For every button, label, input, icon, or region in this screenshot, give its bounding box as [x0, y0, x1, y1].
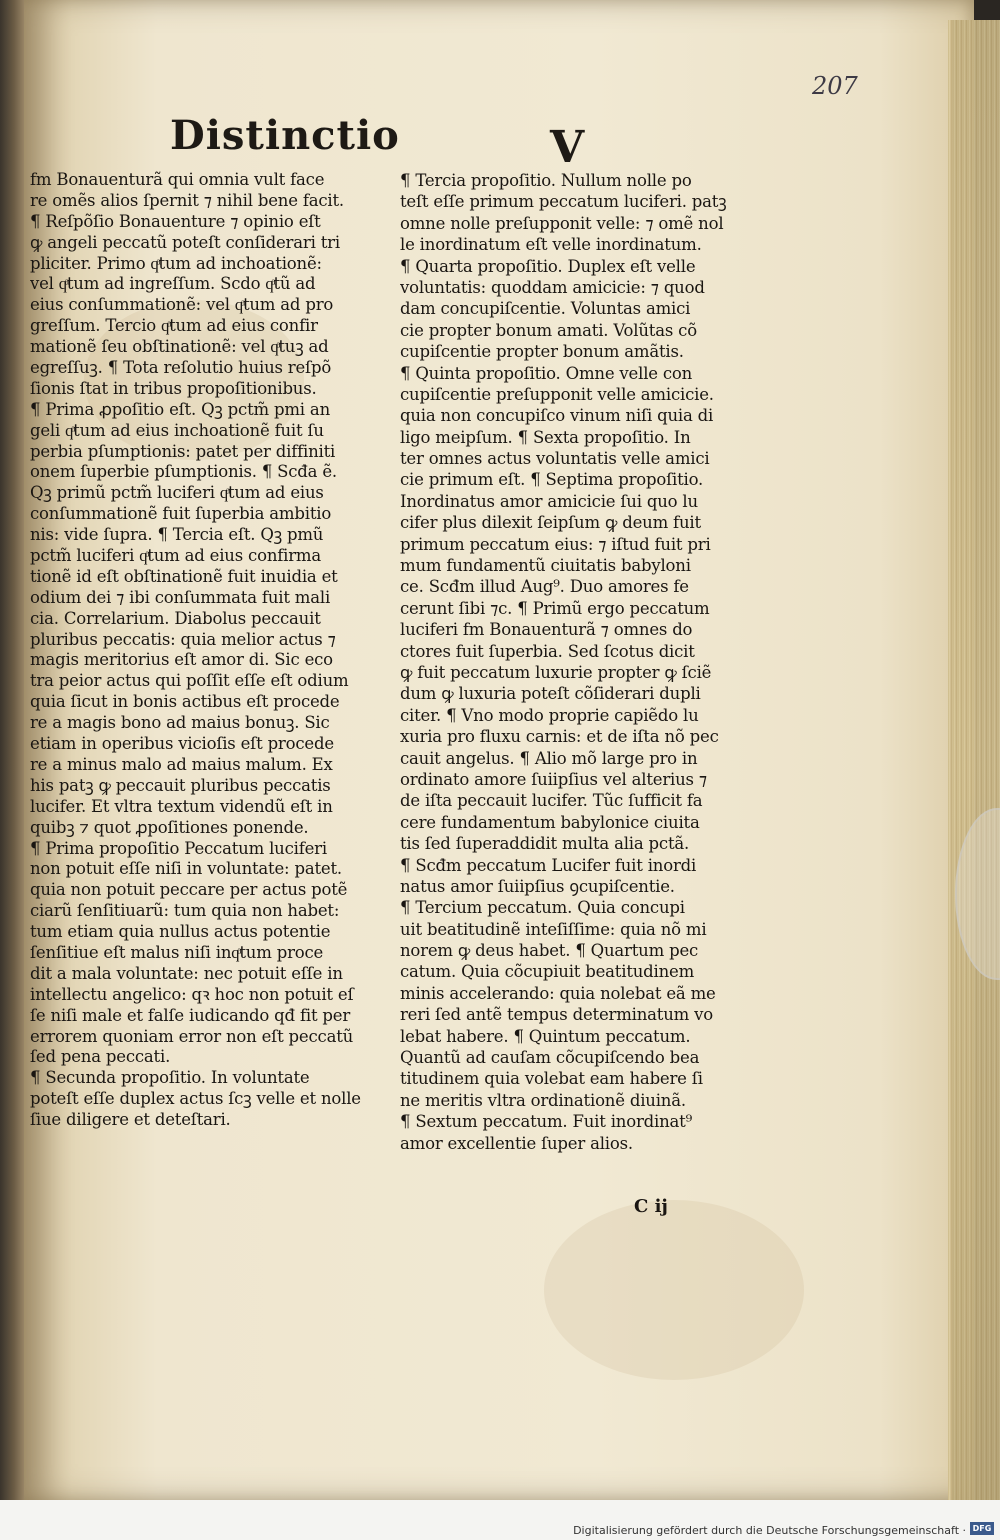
text-line: reri ſed antẽ tempus determinatum vo — [400, 1005, 713, 1025]
text-line: ¶ Quarta propoſitio. Duplex eſt velle — [400, 256, 696, 276]
text-line: ordinato amore ſuiipſius vel alterius ⁊ — [400, 769, 707, 789]
text-line: de iſta peccauit lucifer. Tũc ſufficit fa — [400, 791, 703, 811]
footer-credit: Digitalisierung gefördert durch die Deutsche Forschungsgemeinschaft · — [573, 1524, 966, 1537]
text-line: cerunt ſibi ⁊c. ¶ Primũ ergo peccatum — [400, 598, 710, 618]
text-line: non potuit eſſe niſi in voluntate: patet. — [30, 859, 342, 879]
text-line: lebat habere. ¶ Quintum peccatum. — [400, 1026, 691, 1046]
text-line: ſe niſi male et falſe iudicando qđ fit per — [30, 1005, 351, 1025]
text-line: natus amor ſuiipſius ꝯcupiſcentie. — [400, 876, 675, 896]
text-line: tum etiam quia nullus actus potentie — [30, 922, 331, 942]
text-line: cere fundamentum babylonice ciuita — [400, 812, 700, 832]
left-text-column — [30, 170, 386, 1131]
text-line: nis: vide ſupra. ¶ Tercia eſt. Qꝫ pmũ — [30, 525, 324, 545]
text-line: ꝙ angeli peccatũ poteſt conſiderari tri — [30, 232, 340, 252]
text-line: errorem quoniam error non eſt peccatũ — [30, 1026, 354, 1046]
text-line: cupiſcentie propter bonum amãtis. — [400, 342, 684, 362]
text-line: ſiue diligere et deteſtari. — [30, 1110, 231, 1130]
folio-number: 207 — [812, 72, 858, 100]
text-line: quia ſicut in bonis actibus eſt procede — [30, 692, 340, 712]
text-line: greſſum. Tercio qͣtum ad eius confir — [30, 316, 318, 336]
text-line: ¶ Prima propoſitio Peccatum luciferi — [30, 838, 327, 858]
text-line: poteſt eſſe duplex actus ſcꝫ velle et nolle — [30, 1089, 361, 1109]
text-line: uit beatitudinẽ inteſiſſime: quia nõ mi — [400, 919, 707, 939]
text-line: ꝙ fuit peccatum luxurie propter ꝙ ſciẽ — [400, 662, 712, 682]
text-line: ¶ Scđm peccatum Lucifer fuit inordi — [400, 855, 697, 875]
text-line: titudinem quia volebat eam habere ſi — [400, 1069, 703, 1089]
text-line: cia. Correlarium. Diabolus peccauit — [30, 608, 321, 628]
heading-numeral: V — [550, 122, 585, 173]
text-line: voluntatis: quoddam amicicie: ⁊ quod — [400, 277, 705, 297]
text-line: odium dei ⁊ ibi conſummata fuit mali — [30, 587, 331, 607]
text-line: ciarũ ſenſitiuarũ: tum quia non habet: — [30, 901, 340, 921]
right-text-column — [400, 170, 746, 1154]
text-line: cauit angelus. ¶ Alio mõ large pro in — [400, 748, 698, 768]
text-line: geli qͣtum ad eius inchoationẽ fuit ſu — [30, 420, 324, 440]
text-line: ¶ Sextum peccatum. Fuit inordinat⁹ — [400, 1112, 693, 1132]
text-line: re a magis bono ad maius bonuꝫ. Sic — [30, 713, 330, 733]
page-heading: Distinctio — [170, 112, 400, 159]
text-line: ligo meipſum. ¶ Sexta propoſitio. In — [400, 427, 691, 447]
text-line: ¶ Quinta propoſitio. Omne velle con — [400, 363, 693, 383]
text-line: ſenſitiue eſt malus niſi inqͣtum proce — [30, 942, 324, 962]
text-line: conſummationẽ fuit ſuperbia ambitio — [30, 504, 332, 524]
text-line: magis meritorius eſt amor di. Sic eco — [30, 650, 333, 670]
text-line: quia non potuit peccare per actus potẽ — [30, 880, 348, 900]
text-line: norem ꝙ deus habet. ¶ Quartum pec — [400, 941, 699, 961]
paper-stain — [544, 1200, 804, 1380]
text-line: ne meritis vltra ordinationẽ diuinã. — [400, 1090, 686, 1110]
text-line: perbia pſumptionis: patet per diffiniti — [30, 441, 336, 461]
text-line: Qꝫ primũ pctm̃ luciferi qͣtum ad eius — [30, 483, 324, 503]
text-line: cupiſcentie preſupponit velle amicicie. — [400, 384, 714, 404]
text-line: cie primum eſt. ¶ Septima propoſitio. — [400, 470, 704, 490]
text-line: egreſſuꝫ. ¶ Tota reſolutio huius reſpõ — [30, 358, 332, 378]
text-line: teſt eſſe primum peccatum luciferi. patꝫ — [400, 192, 727, 212]
text-line: luciferi fm Bonauenturã ⁊ omnes do — [400, 620, 693, 640]
text-line: mationẽ ſeu obſtinationẽ: vel qͣtuꝫ ad — [30, 337, 329, 357]
text-line: dam concupiſcentie. Voluntas amici — [400, 299, 691, 319]
text-line: minis accelerando: quia nolebat eã me — [400, 983, 716, 1003]
text-line: omne nolle preſupponit velle: ⁊ omẽ nol — [400, 213, 724, 233]
text-line: ce. Scđm illud Aug⁹. Duo amores fe — [400, 577, 689, 597]
text-line: quia non concupiſco vinum niſi quia di — [400, 406, 714, 426]
text-line: dum ꝙ luxuria poteſt cõſiderari dupli — [400, 684, 701, 704]
text-line: ſed pena peccati. — [30, 1047, 171, 1067]
page-fore-edge — [948, 20, 1000, 1510]
text-line: ¶ Reſpõſio Bonauenture ⁊ opinio eſt — [30, 211, 321, 231]
text-line: tis ſed ſuperaddidit multa alia pctã. — [400, 834, 690, 854]
text-line: eius conſummationẽ: vel qͣtum ad pro — [30, 295, 334, 315]
text-line: catum. Quia cõcupiuit beatitudinem — [400, 962, 695, 982]
text-line: fm Bonauenturã qui omnia vult face — [30, 170, 325, 189]
text-line: intellectu angelico: qꝛ hoc non potuit eſ — [30, 984, 354, 1004]
text-line: pliciter. Primo qͣtum ad inchoationẽ: — [30, 253, 322, 273]
text-line: his patꝫ ꝙ peccauit pluribus peccatis — [30, 775, 331, 795]
text-line: re omẽs alios ſpernit ⁊ nihil bene facit. — [30, 190, 344, 210]
text-line: ſionis ſtat in tribus propoſitionibus. — [30, 378, 317, 398]
text-line: ctores fuit ſuperbia. Sed ſcotus dicit — [400, 641, 695, 661]
text-line: ¶ Tercia propoſitio. Nullum nolle po — [400, 171, 692, 190]
text-line: primum peccatum eius: ⁊ iſtud fuit pri — [400, 534, 711, 554]
text-line: onem ſuperbie pſumptionis. ¶ Scđa ẽ. — [30, 462, 337, 482]
text-line: re a minus malo ad maius malum. Ex — [30, 754, 333, 774]
text-line: amor excellentie ſuper alios. — [400, 1133, 633, 1153]
text-line: lucifer. Et vltra textum videndũ eſt in — [30, 796, 333, 816]
text-line: etiam in operibus vicioſis eſt procede — [30, 734, 334, 754]
text-line: ¶ Tercium peccatum. Quia concupi — [400, 898, 685, 918]
text-line: cie propter bonum amati. Volũtas cõ — [400, 320, 697, 340]
text-line: Inordinatus amor amicicie ſui quo lu — [400, 491, 698, 511]
text-line: cifer plus dilexit ſeipſum ꝙ deum fuit — [400, 513, 701, 533]
text-line: ¶ Prima ꝓpoſitio eſt. Qꝫ pctm̃ pmi an — [30, 399, 330, 419]
text-line: tionẽ id eſt obſtinationẽ fuit inuidia et — [30, 566, 338, 586]
text-line: quibꝫ ⁊ quot ꝓpoſitiones ponende. — [30, 817, 309, 837]
text-line: citer. ¶ Vno modo proprie capiẽdo lu — [400, 705, 699, 725]
text-line: mum fundamentũ ciuitatis babyloni — [400, 556, 691, 576]
text-line: pctm̃ luciferi qͣtum ad eius confirma — [30, 546, 322, 566]
text-line: Quantũ ad cauſam cõcupiſcendo bea — [400, 1048, 700, 1068]
signature-mark: C ij — [634, 1196, 668, 1217]
text-line: tra peior actus qui poſſit eſſe eſt odium — [30, 671, 349, 691]
text-line: pluribus peccatis: quia melior actus ⁊ — [30, 629, 336, 649]
text-line: vel qͣtum ad ingreſſum. Scdo qͣtũ ad — [30, 274, 316, 294]
text-line: dit a mala voluntate: nec potuit eſſe in — [30, 963, 343, 983]
dfg-logo: DFG — [970, 1522, 994, 1535]
text-line: ¶ Secunda propoſitio. In voluntate — [30, 1068, 310, 1088]
text-line: ter omnes actus voluntatis velle amici — [400, 449, 710, 469]
text-line: xuria pro fluxu carnis: et de iſta nõ pec — [400, 727, 719, 747]
text-line: le inordinatum eſt velle inordinatum. — [400, 235, 702, 255]
